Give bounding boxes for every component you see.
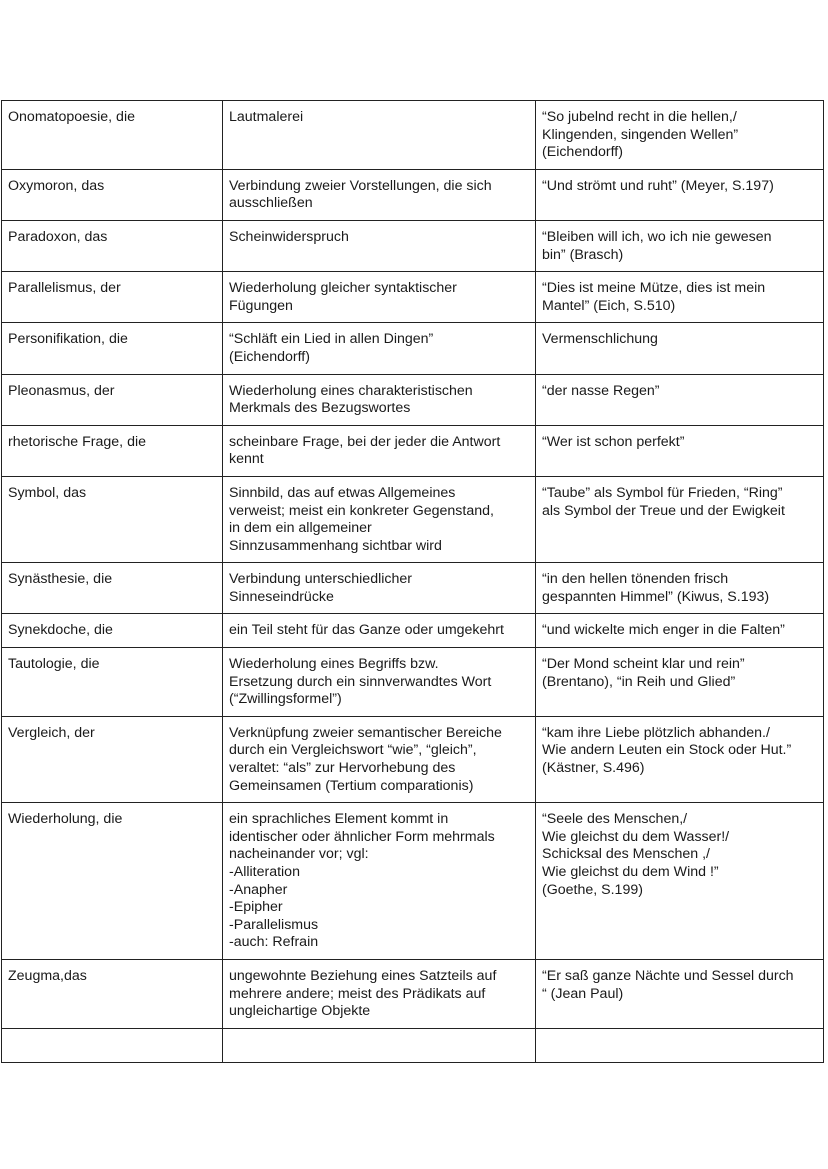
- term-cell: Vergleich, der: [2, 716, 223, 802]
- table-row: [2, 272, 824, 323]
- term-cell: Parallelismus, der: [2, 272, 223, 323]
- definition-cell: Verknüpfung zweier semantischer Bereiche durch ein Vergleichswort “wie”, “gleich”, veraltet: “als” zur Hervorhebung des Gemeinsamen (Tertium comparationis): [223, 716, 536, 802]
- example-cell: Vermenschlichung: [536, 323, 824, 374]
- definition-cell: Wiederholung eines Begriffs bzw. Ersetzung durch ein sinnverwandtes Wort (“Zwillingsformel”): [223, 648, 536, 717]
- term-cell: Synekdoche, die: [2, 614, 223, 648]
- table-row: [2, 101, 824, 170]
- definition-cell: Wiederholung eines charakteristischen Merkmals des Bezugswortes: [223, 374, 536, 425]
- example-cell: “Taube” als Symbol für Frieden, “Ring” als Symbol der Treue und der Ewigkeit: [536, 476, 824, 562]
- definition-cell: [223, 1028, 536, 1062]
- example-cell: “Wer ist schon perfekt”: [536, 425, 824, 476]
- example-cell: “Er saß ganze Nächte und Sessel durch “ (Jean Paul): [536, 959, 824, 1028]
- term-cell: Paradoxon, das: [2, 220, 223, 271]
- definition-cell: “Schläft ein Lied in allen Dingen” (Eichendorff): [223, 323, 536, 374]
- term-cell: rhetorische Frage, die: [2, 425, 223, 476]
- table-row: [2, 220, 824, 271]
- example-cell: “Und strömt und ruht” (Meyer, S.197): [536, 169, 824, 220]
- table-row: [2, 959, 824, 1028]
- term-cell: Pleonasmus, der: [2, 374, 223, 425]
- term-cell: Synästhesie, die: [2, 563, 223, 614]
- table-row: [2, 374, 824, 425]
- table-row: [2, 614, 824, 648]
- definition-cell: Wiederholung gleicher syntaktischer Fügungen: [223, 272, 536, 323]
- example-cell: “Der Mond scheint klar und rein” (Brentano), “in Reih und Glied”: [536, 648, 824, 717]
- definition-cell: Verbindung zweier Vorstellungen, die sich ausschließen: [223, 169, 536, 220]
- definition-cell: ungewohnte Beziehung eines Satzteils auf mehrere andere; meist des Prädikats auf ungleichartige Objekte: [223, 959, 536, 1028]
- example-cell: “Dies ist meine Mütze, dies ist mein Mantel” (Eich, S.510): [536, 272, 824, 323]
- example-cell: “und wickelte mich enger in die Falten”: [536, 614, 824, 648]
- example-cell: [536, 1028, 824, 1062]
- definition-cell: ein Teil steht für das Ganze oder umgekehrt: [223, 614, 536, 648]
- definition-cell: Sinnbild, das auf etwas Allgemeines verweist; meist ein konkreter Gegenstand, in dem ein allgemeiner Sinnzusammenhang sichtbar wird: [223, 476, 536, 562]
- term-cell: Personifikation, die: [2, 323, 223, 374]
- example-cell: “So jubelnd recht in die hellen,/ Klingenden, singenden Wellen” (Eichendorff): [536, 101, 824, 170]
- definition-cell: scheinbare Frage, bei der jeder die Antwort kennt: [223, 425, 536, 476]
- example-cell: “Bleiben will ich, wo ich nie gewesen bin” (Brasch): [536, 220, 824, 271]
- example-cell: “Seele des Menschen,/ Wie gleichst du dem Wasser!/ Schicksal des Menschen ,/ Wie gleichst du dem Wind !” (Goethe, S.199): [536, 803, 824, 960]
- table-row: [2, 716, 824, 802]
- definition-cell: Scheinwiderspruch: [223, 220, 536, 271]
- term-cell: Zeugma,das: [2, 959, 223, 1028]
- table-row-empty: [2, 1028, 824, 1062]
- table-row: [2, 323, 824, 374]
- table-row: [2, 803, 824, 960]
- table-row: [2, 476, 824, 562]
- term-cell: Symbol, das: [2, 476, 223, 562]
- table-row: [2, 425, 824, 476]
- table-row: [2, 648, 824, 717]
- example-cell: “in den hellen tönenden frisch gespannten Himmel” (Kiwus, S.193): [536, 563, 824, 614]
- definition-cell: Verbindung unterschiedlicher Sinneseindrücke: [223, 563, 536, 614]
- term-cell: Oxymoron, das: [2, 169, 223, 220]
- term-cell: Wiederholung, die: [2, 803, 223, 960]
- example-cell: “kam ihre Liebe plötzlich abhanden./ Wie andern Leuten ein Stock oder Hut.” (Kästner, S.496): [536, 716, 824, 802]
- definition-cell: Lautmalerei: [223, 101, 536, 170]
- table-row: [2, 169, 824, 220]
- term-cell: Onomatopoesie, die: [2, 101, 223, 170]
- example-cell: “der nasse Regen”: [536, 374, 824, 425]
- table-row: [2, 563, 824, 614]
- glossary-body: [2, 101, 824, 1063]
- glossary-table: [1, 100, 824, 1063]
- term-cell: [2, 1028, 223, 1062]
- definition-cell: ein sprachliches Element kommt in identischer oder ähnlicher Form mehrmals nacheinander vor; vgl: -Alliteration -Anapher -Epipher -Parallelismus -auch: Refrain: [223, 803, 536, 960]
- term-cell: Tautologie, die: [2, 648, 223, 717]
